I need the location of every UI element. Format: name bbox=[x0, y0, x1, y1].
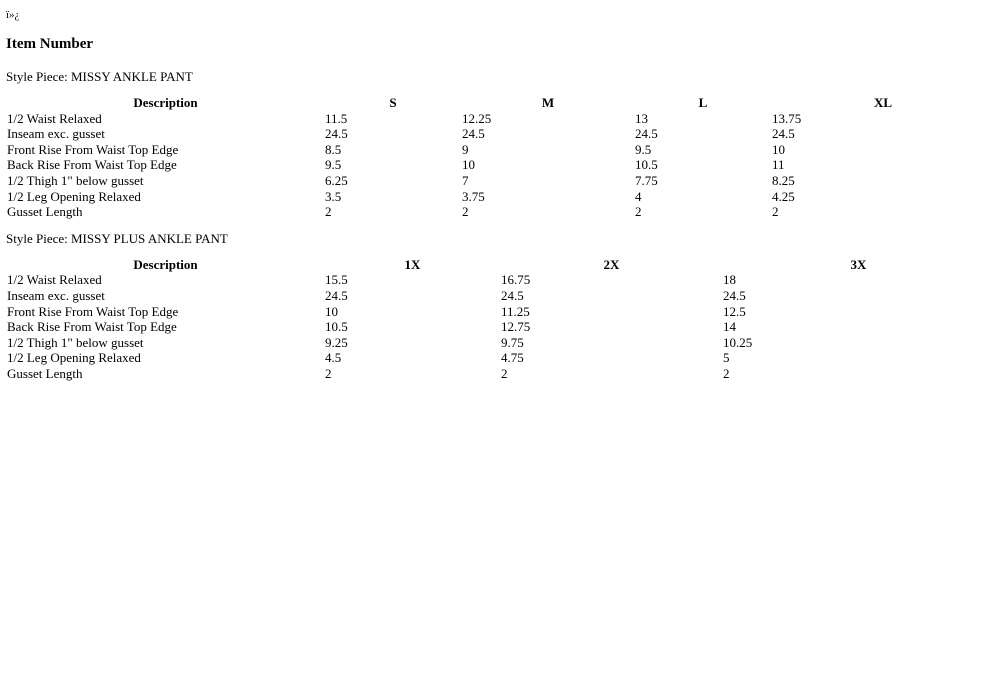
table-row bbox=[6, 272, 994, 288]
table-cell: 1/2 Thigh 1" below gusset bbox=[7, 172, 144, 188]
table-cell: 13.75 bbox=[772, 110, 802, 126]
table-row bbox=[6, 111, 994, 127]
table-cell: 10.5 bbox=[635, 157, 658, 173]
table-row bbox=[6, 350, 994, 366]
column-header: 1X bbox=[404, 256, 421, 272]
column-header: L bbox=[698, 95, 708, 110]
table-cell: 1/2 Waist Relaxed bbox=[7, 110, 102, 126]
table-cell: 1/2 Thigh 1" below gusset bbox=[7, 334, 144, 350]
table-cell: 11.5 bbox=[325, 110, 348, 126]
table-cell: 7 bbox=[462, 172, 469, 188]
table-row bbox=[6, 204, 994, 220]
table-row bbox=[6, 126, 994, 142]
table-header-row bbox=[6, 95, 994, 111]
table-cell: 2 bbox=[635, 204, 642, 220]
table-cell: 24.5 bbox=[723, 287, 746, 303]
table-row bbox=[6, 173, 994, 189]
table-cell: Inseam exc. gusset bbox=[7, 126, 105, 142]
table-cell: 2 bbox=[462, 204, 469, 220]
table-cell: 12.75 bbox=[501, 319, 531, 335]
table-cell: 13 bbox=[635, 110, 648, 126]
table-row bbox=[6, 288, 994, 304]
bom-text: ï»¿ bbox=[6, 9, 20, 21]
style-piece-label-missy: Style Piece: MISSY ANKLE PANT bbox=[6, 69, 193, 84]
table-cell: Gusset Length bbox=[7, 204, 83, 220]
page-title: Item Number bbox=[6, 36, 94, 52]
table-row bbox=[6, 366, 994, 382]
table-cell: 24.5 bbox=[325, 287, 348, 303]
table-cell: 15.5 bbox=[325, 272, 348, 288]
table-cell: Inseam exc. gusset bbox=[7, 287, 105, 303]
table-row bbox=[6, 319, 994, 335]
table-cell: 11 bbox=[772, 157, 785, 173]
style-piece-label-missy-plus: Style Piece: MISSY PLUS ANKLE PANT bbox=[6, 230, 228, 246]
table-cell: 1/2 Leg Opening Relaxed bbox=[7, 350, 141, 366]
table-cell: 8.25 bbox=[772, 172, 795, 188]
table-cell: 2 bbox=[772, 204, 779, 220]
column-header: 3X bbox=[850, 256, 867, 272]
table-cell: 24.5 bbox=[325, 126, 348, 142]
table-cell: 10.25 bbox=[723, 334, 753, 350]
table-row bbox=[6, 157, 994, 173]
column-header: 2X bbox=[603, 256, 620, 272]
table-cell: 12.25 bbox=[462, 110, 492, 126]
table-cell: 10 bbox=[462, 157, 475, 173]
table-cell: Back Rise From Waist Top Edge bbox=[7, 319, 177, 335]
table-cell: 9.75 bbox=[501, 334, 524, 350]
table-cell: 24.5 bbox=[772, 126, 795, 142]
table-cell: 1/2 Leg Opening Relaxed bbox=[7, 188, 141, 204]
table-cell: 14 bbox=[723, 319, 736, 335]
table-cell: 9 bbox=[462, 141, 469, 157]
table-cell: 24.5 bbox=[462, 126, 485, 142]
table-cell: 4 bbox=[635, 188, 642, 204]
table-row bbox=[6, 142, 994, 158]
table-cell: 3.75 bbox=[462, 188, 485, 204]
table-cell: 4.75 bbox=[501, 350, 524, 366]
table-cell: 24.5 bbox=[635, 126, 658, 142]
table-cell: 12.5 bbox=[723, 303, 746, 319]
table-cell: 2 bbox=[325, 204, 332, 220]
table-cell: 4.25 bbox=[772, 188, 795, 204]
column-header: Description bbox=[133, 256, 198, 272]
table-cell: Front Rise From Waist Top Edge bbox=[7, 141, 179, 157]
table-cell: 11.25 bbox=[501, 303, 530, 319]
size-table-missy bbox=[6, 95, 994, 220]
table-cell: 3.5 bbox=[325, 188, 342, 204]
table-row bbox=[6, 304, 994, 320]
table-header-row bbox=[6, 257, 994, 273]
table-cell: 10 bbox=[325, 303, 338, 319]
table-cell: 1/2 Waist Relaxed bbox=[7, 272, 102, 288]
table-cell: 8.5 bbox=[325, 141, 342, 157]
column-header: S bbox=[389, 95, 397, 110]
table-cell: Back Rise From Waist Top Edge bbox=[7, 157, 177, 173]
table-row bbox=[6, 335, 994, 351]
table-cell: 10 bbox=[772, 141, 785, 157]
table-row bbox=[6, 189, 994, 205]
column-header: M bbox=[541, 95, 555, 110]
table-cell: Front Rise From Waist Top Edge bbox=[7, 303, 179, 319]
table-cell: 4.5 bbox=[325, 350, 342, 366]
table-cell: 24.5 bbox=[501, 287, 524, 303]
table-cell: Gusset Length bbox=[7, 365, 83, 381]
table-cell: 9.5 bbox=[635, 141, 652, 157]
table-cell: 7.75 bbox=[635, 172, 658, 188]
table-cell: 2 bbox=[501, 365, 508, 381]
table-cell: 2 bbox=[325, 365, 332, 381]
table-cell: 9.5 bbox=[325, 157, 342, 173]
column-header: Description bbox=[133, 95, 198, 110]
table-cell: 9.25 bbox=[325, 334, 348, 350]
table-cell: 10.5 bbox=[325, 319, 348, 335]
size-table-missy-plus bbox=[6, 257, 994, 382]
table-cell: 6.25 bbox=[325, 172, 348, 188]
table-cell: 18 bbox=[723, 272, 736, 288]
table-cell: 16.75 bbox=[501, 272, 531, 288]
table-cell: 2 bbox=[723, 365, 730, 381]
column-header: XL bbox=[873, 95, 893, 110]
table-cell: 5 bbox=[723, 350, 730, 366]
